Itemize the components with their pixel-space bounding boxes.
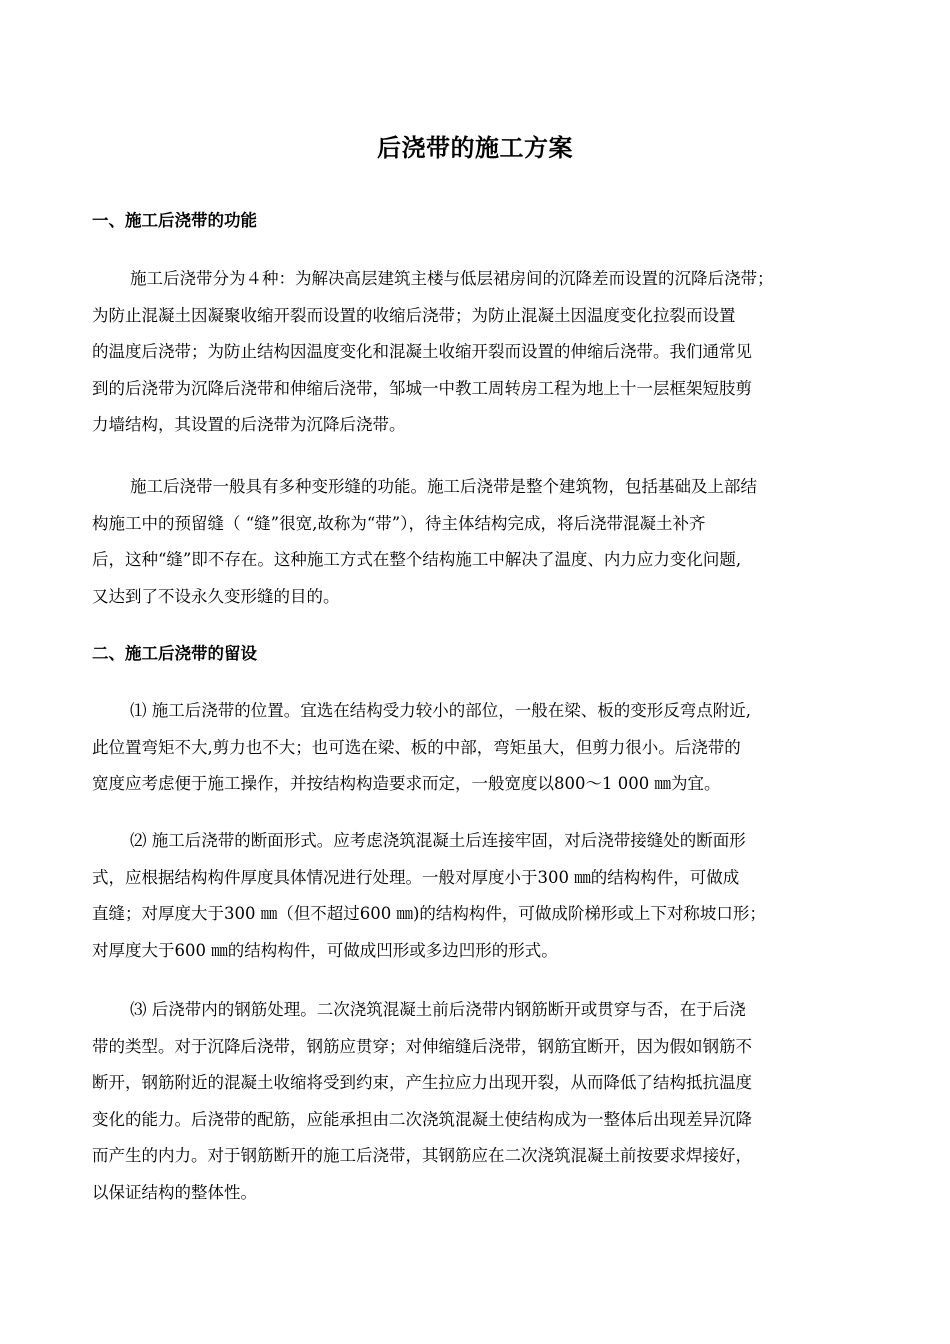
section-heading-placement: 二、施工后浇带的留设 — [92, 644, 257, 663]
paragraph-line: 变化的能力。后浇带的配筋，应能承担由二次浇筑混凝土使结构成为一整体后出现差异沉降 — [92, 1109, 752, 1129]
paragraph-line: 断开，钢筋附近的混凝土收缩将受到约束，产生拉应力出现开裂，从而降低了结构抵抗温度 — [92, 1073, 752, 1092]
paragraph-line: 施工后浇带一般具有多种变形缝的功能。施工后浇带是整个建筑物，包括基础及上部结 — [130, 477, 757, 496]
paragraph — [92, 261, 868, 444]
paragraph-line: 直缝；对厚度大于300 ㎜（但不超过600 ㎜)的结构构件，可做成阶梯形或上下对称坡口形； — [92, 904, 766, 923]
paragraph-line: 而产生的内力。对于钢筋断开的施工后浇带，其钢筋应在二次浇筑混凝土前按要求焊接好， — [92, 1146, 752, 1165]
paragraph-line: ⑶ 后浇带内的钢筋处理。二次浇筑混凝土前后浇带内钢筋断开或贯穿与否，在于后浇 — [130, 1000, 746, 1019]
paragraph-line: 后，这种“缝”即不存在。这种施工方式在整个结构施工中解决了温度、内力应力变化问题, — [92, 550, 742, 569]
paragraph — [92, 823, 868, 969]
paragraph — [92, 693, 868, 803]
paragraph — [92, 469, 868, 615]
paragraph-line: 式，应根据结构构件厚度具体情况进行处理。一般对厚度小于300 ㎜的结构构件，可做成 — [92, 867, 740, 887]
paragraph-line: ⑴ 施工后浇带的位置。宜选在结构受力较小的部位，一般在梁、板的变形反弯点附近, — [130, 701, 751, 720]
paragraph-line: 为防止混凝土因凝聚收缩开裂而设置的收缩后浇带；为防止混凝土因温度变化拉裂而设置 — [92, 305, 736, 325]
paragraph-line: 力墙结构，其设置的后浇带为沉降后浇带。 — [92, 415, 406, 434]
paragraph-line: ⑵ 施工后浇带的断面形式。应考虑浇筑混凝土后连接牢固，对后浇带接缝处的断面形 — [130, 831, 746, 850]
paragraph-line: 构施工中的预留缝（ “缝”很宽,故称为“带”），待主体结构完成，将后浇带混凝土补齐 — [92, 513, 706, 533]
paragraph-line: 到的后浇带为沉降后浇带和伸缩后浇带，邹城一中教工周转房工程为地上十一层框架短肢剪 — [92, 378, 752, 398]
paragraph-line: 以保证结构的整体性。 — [92, 1182, 257, 1202]
paragraph-line: 又达到了不设永久变形缝的目的。 — [92, 586, 340, 606]
paragraph-line: 带的类型。对于沉降后浇带，钢筋应贯穿；对伸缩缝后浇带，钢筋宜断开，因为假如钢筋不 — [92, 1036, 752, 1056]
paragraph-line: 宽度应考虑便于施工操作，并按结构构造要求而定，一般宽度以800～1 000 ㎜为宜。 — [92, 774, 721, 793]
document-title: 后浇带的施工方案 — [377, 134, 573, 162]
paragraph-line: 的温度后浇带；为防止结构因温度变化和混凝土收缩开裂而设置的伸缩后浇带。我们通常见 — [92, 342, 752, 361]
paragraph-line: 此位置弯矩不大,剪力也不大；也可选在梁、板的中部，弯矩虽大，但剪力很小。后浇带的 — [92, 737, 741, 757]
paragraph-line: 对厚度大于600 ㎜的结构构件，可做成凹形或多边凹形的形式。 — [92, 940, 558, 960]
paragraph — [92, 992, 868, 1211]
paragraph-line: 施工后浇带分为４种：为解决高层建筑主楼与低层裙房间的沉降差而设置的沉降后浇带； — [130, 269, 774, 288]
section-heading-functions: 一、施工后浇带的功能 — [92, 211, 257, 230]
